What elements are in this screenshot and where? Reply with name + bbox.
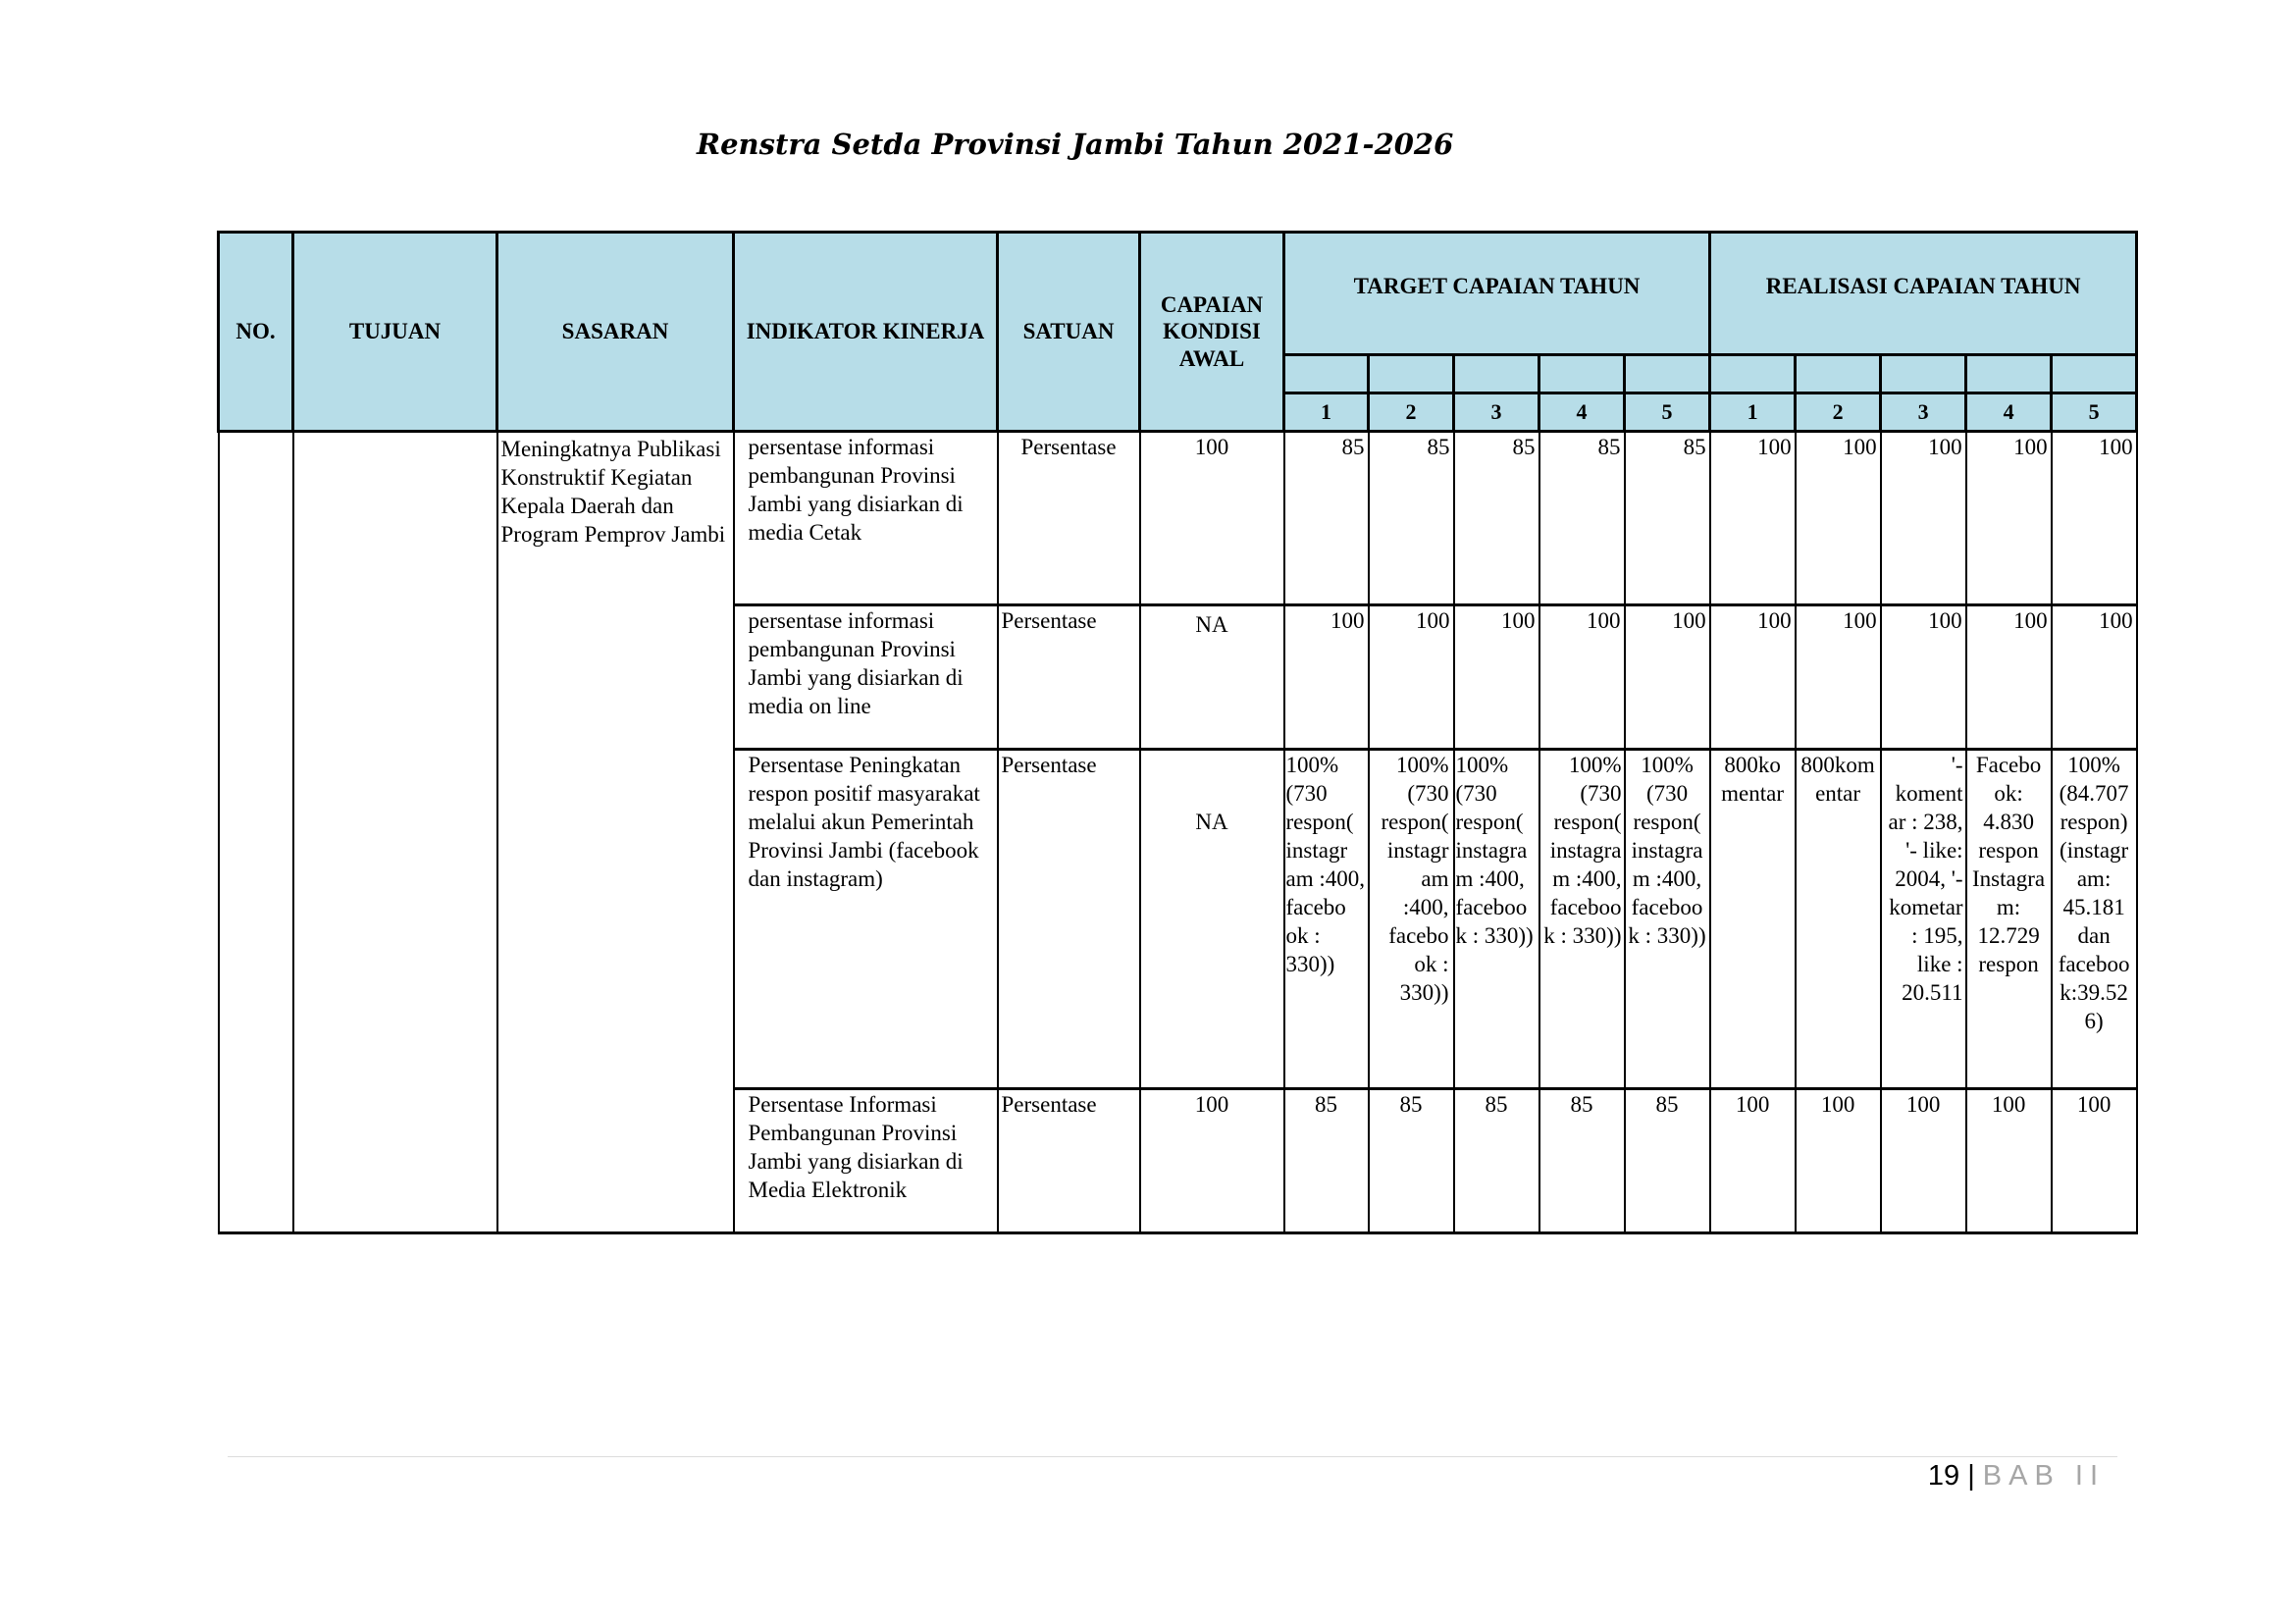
target-cell: 85 — [1625, 1089, 1710, 1233]
header-target: TARGET CAPAIAN TAHUN — [1284, 233, 1710, 355]
satuan-cell: Persentase — [998, 605, 1140, 750]
table-body — [219, 432, 2137, 1233]
renstra-table — [217, 231, 2138, 1234]
realisasi-year-5: 5 — [2052, 393, 2137, 432]
target-cell: 100 — [1369, 605, 1454, 750]
document-title: Renstra Setda Provinsi Jambi Tahun 2021-2026 — [697, 128, 1454, 161]
realisasi-cell: 800ko mentar — [1710, 750, 1796, 1089]
header-blank-cell — [1881, 355, 1966, 393]
target-cell: 100% (730 respon( instagr am :400, facebo ok : 330)) — [1369, 750, 1454, 1089]
realisasi-cell: 100 — [1881, 1089, 1966, 1233]
header-blank-cell — [1539, 355, 1625, 393]
target-cell: 85 — [1539, 1089, 1625, 1233]
header-tujuan: TUJUAN — [293, 233, 497, 432]
header-sasaran: SASARAN — [497, 233, 734, 432]
target-cell: 85 — [1284, 432, 1369, 605]
header-blank-cell — [2052, 355, 2137, 393]
target-cell: 85 — [1625, 432, 1710, 605]
realisasi-cell: 100 — [1881, 432, 1966, 605]
header-no: NO. — [219, 233, 293, 432]
header-blank-cell — [1454, 355, 1539, 393]
realisasi-year-3: 3 — [1881, 393, 1966, 432]
target-cell: 100% (730 respon( instagra m :400, faceboo k : 330)) — [1539, 750, 1625, 1089]
capaian-cell: NA — [1140, 605, 1284, 750]
header-blank-cell — [1796, 355, 1881, 393]
target-year-4: 4 — [1539, 393, 1625, 432]
indikator-cell: persentase informasi pembangunan Provinsi Jambi yang disiarkan di media on line — [734, 605, 998, 750]
realisasi-cell: 100 — [1710, 605, 1796, 750]
table-header — [219, 233, 2137, 432]
target-year-3: 3 — [1454, 393, 1539, 432]
realisasi-cell: 100 — [1710, 432, 1796, 605]
realisasi-cell: 100 — [1881, 605, 1966, 750]
target-cell: 100 — [1454, 605, 1539, 750]
realisasi-cell: 100 — [1966, 432, 2052, 605]
target-cell: 100% (730 respon( instagra m :400, faceboo k : 330)) — [1625, 750, 1710, 1089]
capaian-cell: 100 — [1140, 1089, 1284, 1233]
header-blank-cell — [1710, 355, 1796, 393]
header-indikator: INDIKATOR KINERJA — [734, 233, 998, 432]
no-cell — [219, 432, 293, 1233]
header-blank-cell — [1625, 355, 1710, 393]
indikator-cell: Persentase Informasi Pembangunan Provinsi Jambi yang disiarkan di Media Elektronik — [734, 1089, 998, 1233]
target-cell: 85 — [1284, 1089, 1369, 1233]
realisasi-cell: 100 — [1966, 1089, 2052, 1233]
realisasi-cell: 800kom entar — [1796, 750, 1881, 1089]
footer-divider — [228, 1456, 2117, 1457]
target-cell: 85 — [1454, 1089, 1539, 1233]
target-year-2: 2 — [1369, 393, 1454, 432]
realisasi-year-4: 4 — [1966, 393, 2052, 432]
header-blank-cell — [1369, 355, 1454, 393]
page-number: 19 — [1927, 1460, 1960, 1492]
satuan-cell: Persentase — [998, 750, 1140, 1089]
realisasi-cell: 100 — [1710, 1089, 1796, 1233]
capaian-cell: NA — [1140, 750, 1284, 1089]
realisasi-cell: 100 — [1966, 605, 2052, 750]
target-cell: 100 — [1284, 605, 1369, 750]
header-capaian: CAPAIAN KONDISI AWAL — [1140, 233, 1284, 432]
realisasi-cell: 100 — [2052, 1089, 2137, 1233]
indikator-cell: Persentase Peningkatan respon positif masyarakat melalui akun Pemerintah Provinsi Jambi (facebook dan instagram) — [734, 750, 998, 1089]
satuan-cell: Persentase — [998, 432, 1140, 605]
target-cell: 100% (730 respon( instagr am :400, facebo ok : 330)) — [1284, 750, 1369, 1089]
section-label: BAB II — [1982, 1460, 2105, 1492]
table-row — [219, 432, 2137, 605]
realisasi-year-2: 2 — [1796, 393, 1881, 432]
target-cell: 100 — [1539, 605, 1625, 750]
footer-separator: | — [1967, 1460, 1975, 1492]
realisasi-cell: 100 — [1796, 1089, 1881, 1233]
header-satuan: SATUAN — [998, 233, 1140, 432]
target-cell: 85 — [1369, 432, 1454, 605]
realisasi-year-1: 1 — [1710, 393, 1796, 432]
capaian-cell: 100 — [1140, 432, 1284, 605]
realisasi-cell: '- koment ar : 238, '- like: 2004, '- kometar : 195, like : 20.511 — [1881, 750, 1966, 1089]
realisasi-cell: 100% (84.707 respon) (instagr am: 45.181 dan faceboo k:39.52 6) — [2052, 750, 2137, 1089]
target-year-5: 5 — [1625, 393, 1710, 432]
target-year-1: 1 — [1284, 393, 1369, 432]
target-cell: 85 — [1369, 1089, 1454, 1233]
satuan-cell: Persentase — [998, 1089, 1140, 1233]
header-blank-cell — [1284, 355, 1369, 393]
target-cell: 100% (730 respon( instagra m :400, faceboo k : 330)) — [1454, 750, 1539, 1089]
target-cell: 85 — [1454, 432, 1539, 605]
tujuan-cell — [293, 432, 497, 1233]
header-realisasi: REALISASI CAPAIAN TAHUN — [1710, 233, 2137, 355]
indikator-cell: persentase informasi pembangunan Provinsi Jambi yang disiarkan di media Cetak — [734, 432, 998, 605]
realisasi-cell: 100 — [1796, 432, 1881, 605]
realisasi-cell: Facebo ok: 4.830 respon Instagra m: 12.729 respon — [1966, 750, 2052, 1089]
sasaran-cell: Meningkatnya Publikasi Konstruktif Kegiatan Kepala Daerah dan Program Pemprov Jambi — [497, 432, 734, 1233]
realisasi-cell: 100 — [1796, 605, 1881, 750]
target-cell: 85 — [1539, 432, 1625, 605]
realisasi-cell: 100 — [2052, 605, 2137, 750]
realisasi-cell: 100 — [2052, 432, 2137, 605]
target-cell: 100 — [1625, 605, 1710, 750]
page-footer — [1928, 1460, 2105, 1493]
header-blank-cell — [1966, 355, 2052, 393]
